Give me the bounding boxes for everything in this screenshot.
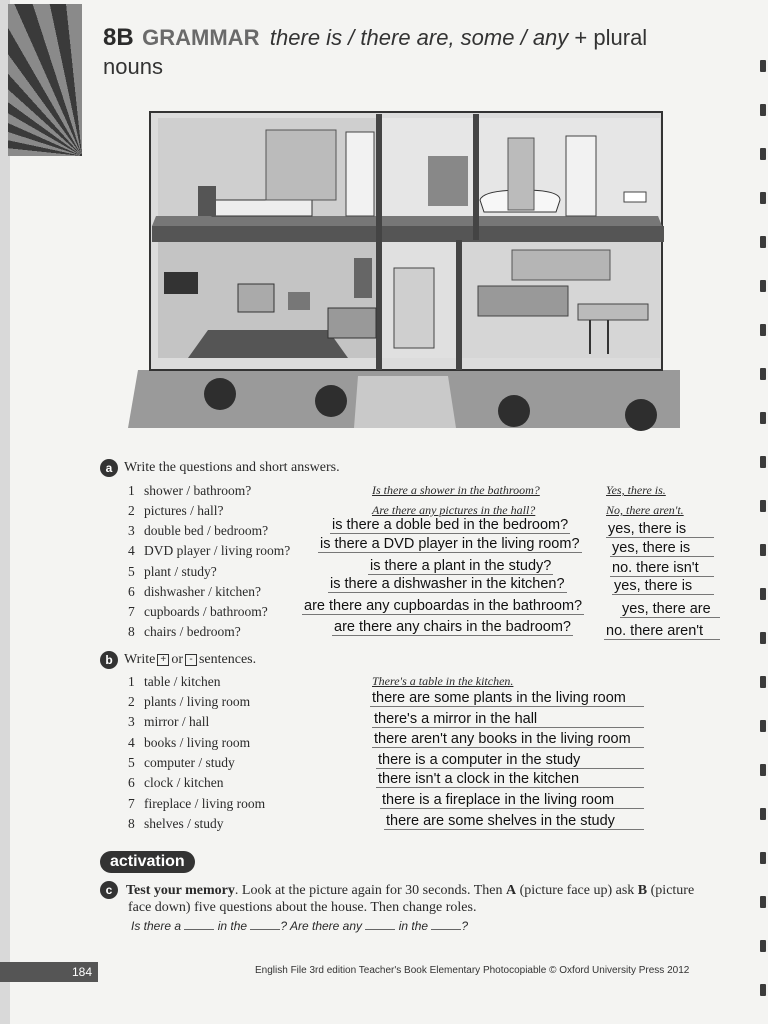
item-number: 8 <box>128 624 135 639</box>
item-number: 3 <box>128 714 135 729</box>
item-number: 6 <box>128 584 135 599</box>
item-number: 5 <box>128 755 135 770</box>
instruction-text: (picture face down) five questions about the house. Then change roles. <box>128 883 695 915</box>
section-b-instruction <box>100 651 256 669</box>
page-number: 184 <box>0 962 98 982</box>
list-item <box>128 503 223 519</box>
item-number: 5 <box>128 564 135 579</box>
written-answer[interactable]: yes, there is <box>612 578 714 595</box>
written-sentence[interactable]: there are some plants in the living room <box>370 690 644 707</box>
instruction-text: (picture face up) ask <box>516 883 638 898</box>
example-sentence: There's a table in the kitchen. <box>372 674 514 688</box>
item-number: 4 <box>128 543 135 558</box>
prompt-gap <box>431 929 461 930</box>
item-number: 7 <box>128 796 135 811</box>
instruction-text: . Look at the picture again for 30 seconds. Then <box>234 883 506 898</box>
written-sentence[interactable]: there isn't a clock in the kitchen <box>376 771 644 788</box>
binder-hole <box>760 588 766 600</box>
binder-hole <box>760 236 766 248</box>
binder-hole <box>760 456 766 468</box>
lesson-subtitle-line2: nouns <box>103 54 163 79</box>
item-number: 3 <box>128 523 135 538</box>
written-sentence[interactable]: there is a computer in the study <box>376 752 644 769</box>
prompt-gap <box>365 929 395 930</box>
section-c-prompt <box>131 919 468 933</box>
written-sentence[interactable]: there is a fireplace in the living room <box>380 792 644 809</box>
prompt-text: ? Are there any <box>280 919 363 933</box>
item-prompt: pictures / hall? <box>144 503 224 518</box>
house-illustration <box>128 108 680 434</box>
prompt-text: in the <box>217 919 248 933</box>
minus-box: - <box>185 654 197 666</box>
item-prompt: dishwasher / kitchen? <box>144 584 261 599</box>
prompt-gap <box>250 929 280 930</box>
binder-hole <box>760 544 766 556</box>
item-prompt: shelves / study <box>144 816 224 831</box>
binder-hole <box>760 368 766 380</box>
list-item <box>128 624 241 640</box>
subtitle-plain: + plural <box>574 25 648 50</box>
item-number: 1 <box>128 483 135 498</box>
list-item <box>128 523 268 539</box>
section-a-instruction-text: Write the questions and short answers. <box>124 460 340 476</box>
sunburst-decoration <box>8 4 82 156</box>
item-prompt: books / living room <box>144 735 251 750</box>
binder-hole <box>760 676 766 688</box>
section-c-badge: c <box>100 881 118 899</box>
written-question[interactable]: are there any chairs in the badroom? <box>334 619 571 635</box>
lesson-topic: GRAMMAR <box>142 25 260 50</box>
written-question[interactable]: is there a doble bed in the bedroom? <box>332 517 569 533</box>
prompt-text: ? <box>461 919 469 933</box>
binder-hole <box>760 500 766 512</box>
list-item <box>128 694 250 710</box>
item-prompt: chairs / bedroom? <box>144 624 241 639</box>
lesson-subtitle <box>270 25 647 50</box>
list-item <box>128 604 268 620</box>
list-item <box>128 735 250 751</box>
item-number: 2 <box>128 694 135 709</box>
item-prompt: clock / kitchen <box>144 775 224 790</box>
list-item <box>128 714 209 730</box>
instruction-bold: B <box>637 883 648 898</box>
item-prompt: fireplace / living room <box>144 796 266 811</box>
binder-hole <box>760 324 766 336</box>
binder-hole <box>760 764 766 776</box>
plus-box: + <box>157 654 169 666</box>
copyright-footer: English File 3rd edition Teacher's Book Elementary Photocopiable © Oxford University Press 2012 <box>255 965 690 976</box>
prompt-text: Is there a <box>131 919 182 933</box>
instruction-text: Write <box>124 652 156 668</box>
lesson-code: 8B <box>103 24 134 51</box>
written-sentence[interactable]: there aren't any books in the living room <box>372 731 644 748</box>
example-question: Is there a shower in the bathroom? <box>372 483 540 497</box>
item-number: 1 <box>128 674 135 689</box>
instruction-text: sentences. <box>198 652 257 668</box>
item-prompt: computer / study <box>144 755 235 770</box>
section-a-instruction <box>100 459 340 477</box>
list-item <box>128 755 235 771</box>
written-answer[interactable]: yes, there is <box>606 521 714 538</box>
binder-hole <box>760 940 766 952</box>
item-number: 8 <box>128 816 135 831</box>
item-prompt: double bed / bedroom? <box>144 523 269 538</box>
binder-hole <box>760 808 766 820</box>
written-question[interactable]: is there a DVD player in the living room? <box>320 536 580 552</box>
subtitle-italic: there is / there are, some / any <box>269 25 569 50</box>
written-sentence[interactable]: there are some shelves in the study <box>384 813 644 830</box>
list-item <box>128 543 290 559</box>
list-item <box>128 564 217 580</box>
item-prompt: mirror / hall <box>144 714 210 729</box>
prompt-gap <box>184 929 214 930</box>
list-item <box>128 584 261 600</box>
item-number: 7 <box>128 604 135 619</box>
written-answer[interactable]: no. there aren't <box>604 623 720 640</box>
binder-holes <box>750 0 768 1024</box>
list-item <box>128 816 224 832</box>
binder-hole <box>760 60 766 72</box>
item-number: 4 <box>128 735 135 750</box>
example-question: Are there any pictures in the hall? <box>372 503 536 517</box>
item-prompt: table / kitchen <box>144 674 221 689</box>
item-prompt: plants / living room <box>144 694 251 709</box>
list-item <box>128 775 223 791</box>
item-prompt: shower / bathroom? <box>144 483 252 498</box>
example-answer: No, there aren't. <box>606 503 684 517</box>
page-header <box>103 24 723 80</box>
written-answer[interactable]: no. there isn't <box>610 560 714 577</box>
instruction-bold: A <box>506 883 517 898</box>
item-prompt: DVD player / living room? <box>144 543 291 558</box>
instruction-text: or <box>171 652 183 668</box>
section-a-badge: a <box>100 459 118 477</box>
binder-hole <box>760 632 766 644</box>
written-answer[interactable]: yes, there is <box>610 540 714 557</box>
section-c-instruction <box>105 881 718 916</box>
written-sentence[interactable]: there's a mirror in the hall <box>372 711 644 728</box>
binder-hole <box>760 720 766 732</box>
written-answer[interactable]: yes, there are <box>620 601 720 618</box>
binder-hole <box>760 852 766 864</box>
prompt-text: in the <box>398 919 429 933</box>
item-number: 2 <box>128 503 135 518</box>
written-question[interactable]: are there any cupboardas in the bathroom? <box>304 598 583 614</box>
binder-hole <box>760 104 766 116</box>
activation-label: activation <box>100 851 195 873</box>
item-number: 6 <box>128 775 135 790</box>
written-question[interactable]: is there a dishwasher in the kitchen? <box>330 576 565 592</box>
list-item <box>128 674 220 690</box>
binder-hole <box>760 280 766 292</box>
binder-hole <box>760 148 766 160</box>
binder-hole <box>760 896 766 908</box>
item-prompt: plant / study? <box>144 564 217 579</box>
item-prompt: cupboards / bathroom? <box>144 604 268 619</box>
binder-hole <box>760 412 766 424</box>
section-b-badge: b <box>100 651 118 669</box>
binder-hole <box>760 192 766 204</box>
list-item <box>128 483 251 499</box>
binder-hole <box>760 984 766 996</box>
list-item <box>128 796 265 812</box>
instruction-bold: Test your memory <box>126 883 235 898</box>
example-answer: Yes, there is. <box>606 483 666 497</box>
written-question[interactable]: is there a plant in the study? <box>370 558 552 574</box>
